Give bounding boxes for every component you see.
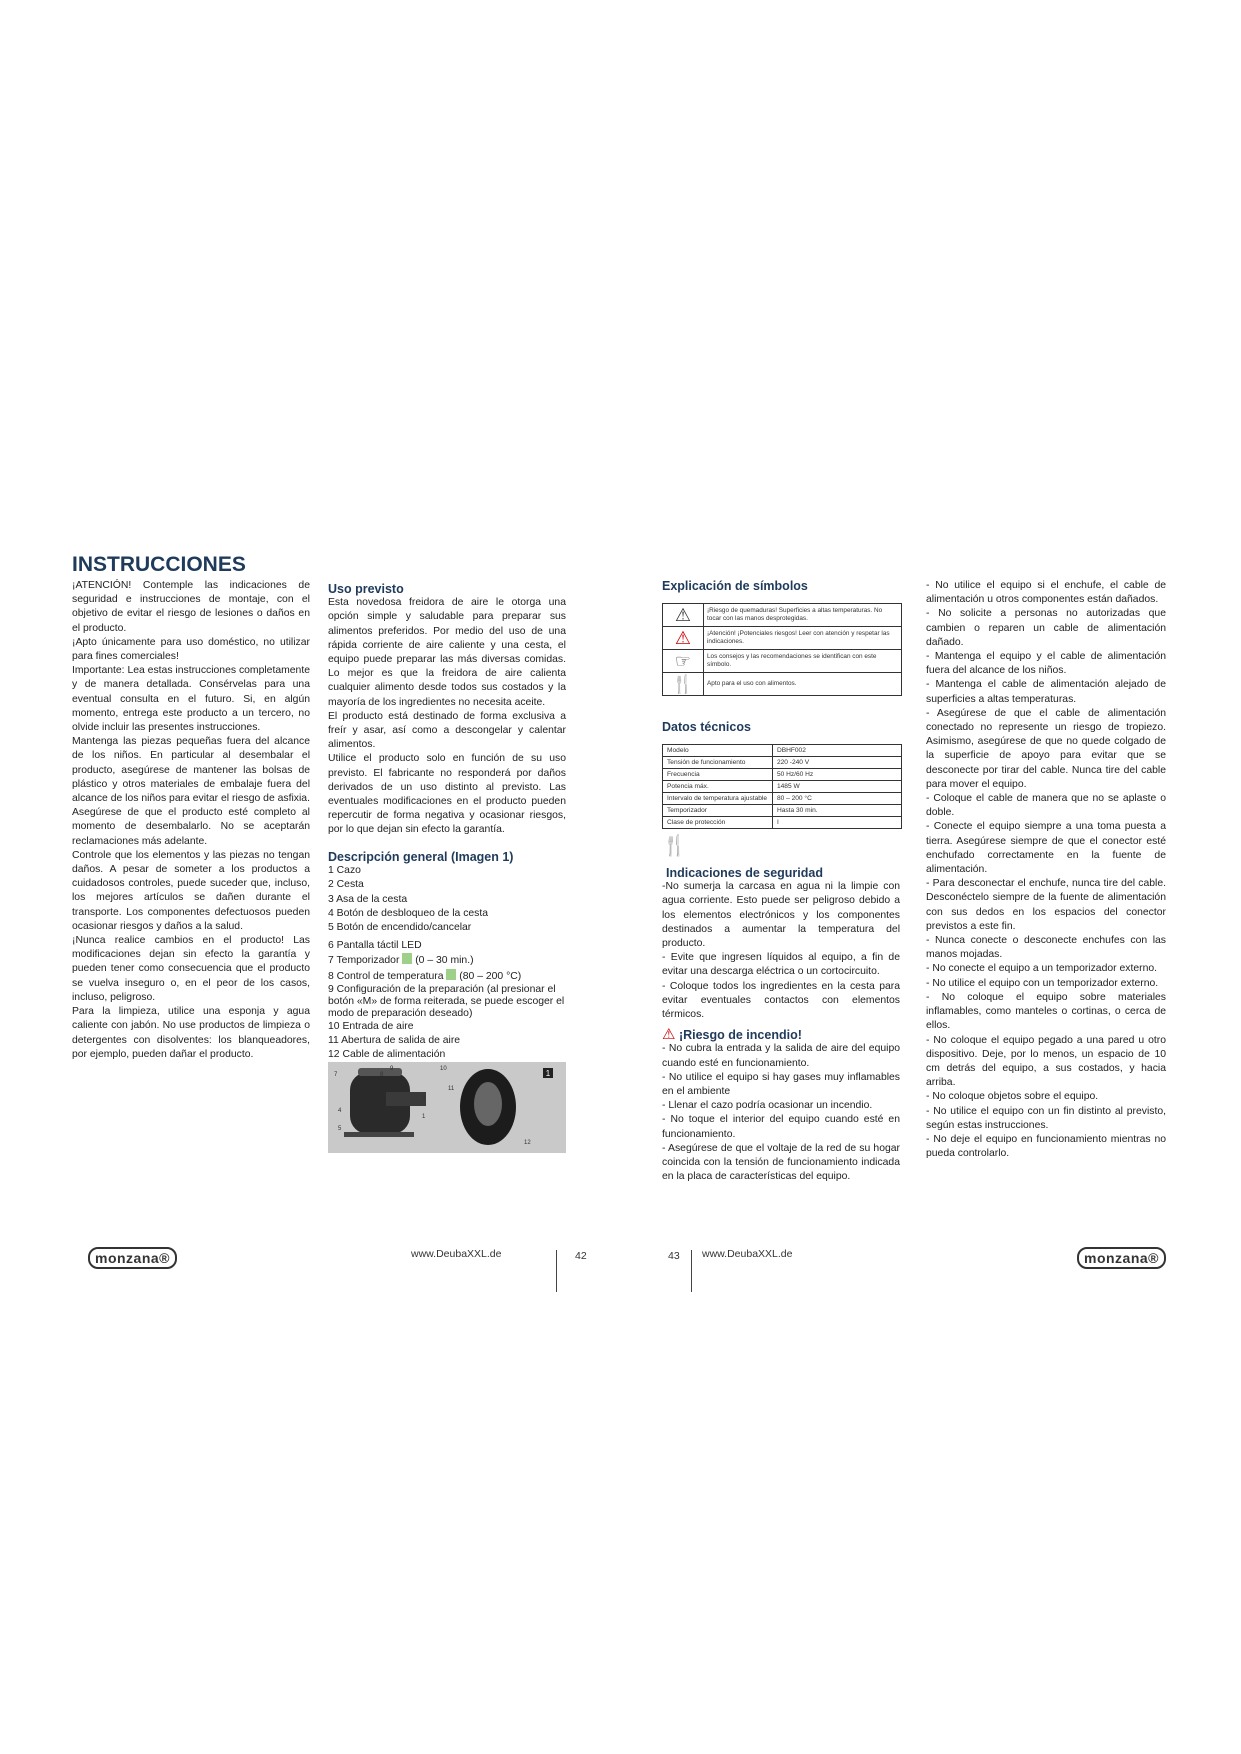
paragraph: - No cubra la entrada y la salida de aire del equipo cuando esté en funcionamiento. bbox=[662, 1043, 900, 1069]
paragraph: - Asegúrese de que el cable de alimentación conectado no represente un riesgo de tropiezo. Asimismo, asegúrese de que no quede colgado de la superficie de apoyo para evitar que se desconecte por tirar del cable. Nunca tire del cable para mover el equipo. bbox=[926, 707, 1166, 790]
list-item bbox=[328, 953, 566, 968]
paragraph: - No coloque objetos sobre el equipo. bbox=[926, 1091, 1099, 1103]
green-swatch-icon bbox=[446, 969, 456, 980]
paragraph: - No coloque el equipo pegado a una pared u otro dispositivo. Deje, por lo menos, un espacio de 10 cm detrás del equipo, a sus costados, y hacia arriba. bbox=[926, 1034, 1166, 1089]
list-item: 6 Pantalla táctil LED bbox=[328, 940, 422, 952]
list-item: 4 Botón de desbloqueo de la cesta bbox=[328, 907, 489, 919]
table-cell: 220 -240 V bbox=[772, 757, 901, 769]
symbols-table bbox=[662, 603, 902, 696]
section-heading: Uso previsto bbox=[328, 582, 404, 596]
table-cell: Frecuencia bbox=[663, 769, 773, 781]
list-item: 10 Entrada de aire bbox=[328, 1020, 414, 1032]
table-cell: Los consejos y las recomendaciones se identifican con este símbolo. bbox=[704, 650, 902, 673]
paragraph: - No coloque el equipo sobre materiales inflamables, como manteles o cortinas, o cerca de ellos. bbox=[926, 991, 1166, 1032]
fire-heading bbox=[662, 1028, 900, 1042]
paragraph: - No utilice el equipo si el enchufe, el cable de alimentación u otros componentes están dañados. bbox=[926, 580, 1166, 606]
paragraph: Esta novedosa freidora de aire le otorga una opción simple y saludable para preparar sus alimentos preferidos. Por medio del uso de una rápida corriente de aire caliente y una cesta, el equipo puede preparar las más diversas comidas. Lo mejor es que la freidora de aire calienta cualquier alimento desde todos sus costados y la mayoría de los ingredientes no necesita aceite. bbox=[328, 597, 566, 708]
paragraph: - Para desconectar el enchufe, nunca tire del cable. Desconéctelo siempre de la fuente de alimentación con sus dedos en los espacios del conector previstos a este fin. bbox=[926, 878, 1166, 932]
paragraph: - Coloque el cable de manera que no se aplaste o doble. bbox=[926, 793, 1166, 819]
list-item: 1 Cazo bbox=[328, 865, 361, 877]
table-cell: Hasta 30 min. bbox=[772, 805, 901, 817]
paragraph: Para la limpieza, utilice una esponja y agua caliente con jabón. No use productos de limpieza o detergentes con disolventes: los blanqueadores, por ejemplo, pueden dañar el producto. bbox=[72, 1006, 310, 1060]
list-item: 11 Abertura de salida de aire bbox=[328, 1035, 461, 1047]
table-cell: ¡Riesgo de quemaduras! Superficies a altas temperaturas. No tocar con las manos desprotegidas. bbox=[704, 604, 902, 627]
product-figure bbox=[328, 1062, 566, 1153]
item-range: (0 – 30 min.) bbox=[415, 955, 474, 967]
table-cell: 1485 W bbox=[772, 781, 901, 793]
warning-icon: ⚠ bbox=[663, 627, 704, 650]
table-row bbox=[663, 627, 902, 650]
paragraph: - Llenar el cazo podría ocasionar un incendio. bbox=[662, 1100, 873, 1112]
table-row bbox=[663, 745, 902, 757]
table-row bbox=[663, 817, 902, 829]
figure-label: 1 bbox=[422, 1114, 426, 1120]
table-row bbox=[663, 805, 902, 817]
section-heading: Explicación de símbolos bbox=[662, 579, 808, 593]
page-number: 43 bbox=[668, 1250, 680, 1262]
tech-section bbox=[662, 720, 902, 857]
table-cell: Clase de protección bbox=[663, 817, 773, 829]
figure-label: 7 bbox=[334, 1072, 338, 1078]
table-cell: Apto para el uso con alimentos. bbox=[704, 673, 902, 696]
table-cell: ¡Atención! ¡Potenciales riesgos! Leer con atención y respetar las indicaciones. bbox=[704, 627, 902, 650]
figure-label: 11 bbox=[448, 1086, 455, 1092]
page-number: 42 bbox=[575, 1250, 587, 1262]
intro-column bbox=[72, 579, 310, 1062]
table-cell: Potencia máx. bbox=[663, 781, 773, 793]
hot-surface-icon: ⚠ bbox=[663, 604, 704, 627]
item-range: (80 – 200 °C) bbox=[459, 970, 522, 982]
fire-title: ¡Riesgo de incendio! bbox=[678, 1028, 802, 1043]
paragraph: Importante: Lea estas instrucciones completamente y de manera detallada. Consérvelas para una eventual consulta en el futuro. Si, en algún momento, entrega este producto a un tercero, no olvide incluir las presentes instrucciones. bbox=[72, 665, 310, 734]
table-cell: DBHF002 bbox=[772, 745, 901, 757]
table-cell: Intervalo de temperatura ajustable bbox=[663, 793, 773, 805]
footer-url[interactable]: www.DeubaXXL.de bbox=[411, 1248, 502, 1260]
page-title: INSTRUCCIONES bbox=[72, 553, 246, 576]
figure-label: 5 bbox=[338, 1126, 342, 1132]
air-fryer-illustration bbox=[328, 1062, 566, 1153]
food-safe-icon: 🍴 bbox=[662, 835, 687, 858]
green-swatch-icon bbox=[402, 953, 412, 964]
table-row bbox=[663, 673, 902, 696]
list-item: 2 Cesta bbox=[328, 879, 364, 891]
table-row bbox=[663, 757, 902, 769]
table-cell: Temporizador bbox=[663, 805, 773, 817]
figure-label: 4 bbox=[338, 1108, 342, 1114]
table-row bbox=[663, 781, 902, 793]
right-safety-column bbox=[926, 579, 1166, 1161]
paragraph: - Mantenga el equipo y el cable de alimentación fuera del alcance de los niños. bbox=[926, 651, 1166, 677]
paragraph: - Mantenga el cable de alimentación alejado de superficies a altas temperaturas. bbox=[926, 679, 1166, 705]
footer-divider bbox=[556, 1250, 557, 1292]
figure-label: 10 bbox=[440, 1066, 447, 1072]
paragraph: - Conecte el equipo siempre a una toma puesta a tierra. Asegúrese siempre de que el conector esté enchufado correctamente en la fuente de alimentación. bbox=[926, 821, 1166, 876]
table-cell: 50 Hz/60 Hz bbox=[772, 769, 901, 781]
warning-icon: ⚠ bbox=[662, 1026, 676, 1044]
paragraph: - No conecte el equipo a un temporizador externo. bbox=[926, 963, 1158, 975]
paragraph: - No solicite a personas no autorizadas que cambien o reparen un cable de alimentación dañado. bbox=[926, 608, 1166, 648]
figure-label: 9 bbox=[390, 1066, 394, 1072]
pointing-hand-icon: ☞ bbox=[663, 650, 704, 673]
food-safe-icon: 🍴 bbox=[663, 673, 704, 696]
paragraph: - No utilice el equipo con un temporizador externo. bbox=[926, 977, 1159, 989]
monzana-logo: monzana® bbox=[1077, 1247, 1166, 1269]
paragraph: Mantenga las piezas pequeñas fuera del alcance de los niños. En particular al desembalar el producto, asegúrese de mantener las bolsas de plástico y otros materiales de embalaje fuera del alcance de los niños para evitar el riesgo de asfixia. bbox=[72, 736, 310, 805]
table-row bbox=[663, 769, 902, 781]
figure-label: 8 bbox=[380, 1072, 384, 1078]
item-label: 8 Control de temperatura bbox=[328, 970, 444, 982]
paragraph: Controle que los elementos y las piezas no tengan daños. A pesar de someter a los productos a cuidadosos controles, puede suceder que, incluso, los mejores artículos se dañen durante el transporte. Los componentes defectuosos pueden ocasionar riesgos y daños a la salud. bbox=[72, 849, 310, 932]
paragraph: - Coloque todos los ingredientes en la cesta para evitar eventuales contactos con elementos térmicos. bbox=[662, 980, 900, 1021]
footer-divider bbox=[691, 1250, 692, 1292]
table-cell: 80 – 200 °C bbox=[772, 793, 901, 805]
paragraph: - No utilice el equipo con un fin distinto al previsto, según estas instrucciones. bbox=[926, 1105, 1166, 1131]
paragraph: - Asegúrese de que el voltaje de la red de su hogar coincida con la tensión de funcionamiento indicada en la placa de características del equipo. bbox=[662, 1142, 900, 1183]
figure-label: 12 bbox=[524, 1140, 531, 1146]
paragraph: - Evite que ingresen líquidos al equipo, a fin de evitar una descarga eléctrica o un cortocircuito. bbox=[662, 952, 900, 978]
descripcion-section bbox=[328, 850, 566, 1062]
paragraph: - No deje el equipo en funcionamiento mientras no pueda controlarlo. bbox=[926, 1133, 1166, 1160]
paragraph: Utilice el producto solo en función de su uso previsto. El fabricante no responderá por daños derivados de un uso distinto al previsto. Las eventuales modificaciones en el producto pueden repercutir de forma negativa y ocasionar riesgos, por lo que dejan sin efecto la garantía. bbox=[328, 753, 566, 836]
uso-previsto-section bbox=[328, 582, 566, 838]
figure-badge: 1 bbox=[545, 1069, 551, 1078]
list-item: 9 Configuración de la preparación (al presionar el botón «M» de forma reiterada, se puede escoger el modo de preparación deseado) bbox=[328, 983, 565, 1019]
paragraph: - Nunca conecte o desconecte enchufes con las manos mojadas. bbox=[926, 935, 1166, 961]
table-cell: I bbox=[772, 817, 901, 829]
paragraph: ¡Apto únicamente para uso doméstico, no utilizar para fines comerciales! bbox=[72, 636, 310, 663]
paragraph: - No utilice el equipo si hay gases muy inflamables en el ambiente bbox=[662, 1071, 900, 1098]
section-heading: Datos técnicos bbox=[662, 720, 751, 734]
paragraph: Asegúrese de que el producto esté completo al momento de desembalarlo. No se aceptarán reclamaciones más adelante. bbox=[72, 807, 310, 847]
tech-table bbox=[662, 744, 902, 829]
item-label: 7 Temporizador bbox=[328, 955, 400, 967]
paragraph: ¡Nunca realice cambios en el producto! Las modificaciones dejan sin efecto la garantía y pueden tener como consecuencia que el producto se vuelva inseguro o, en el peor de los casos, incluso, peligroso. bbox=[72, 935, 310, 1003]
safety-section bbox=[662, 866, 900, 1184]
section-heading: Indicaciones de seguridad bbox=[666, 866, 823, 880]
footer-url[interactable]: www.DeubaXXL.de bbox=[702, 1248, 793, 1260]
paragraph: - No toque el interior del equipo cuando esté en funcionamiento. bbox=[662, 1114, 900, 1140]
symbols-section bbox=[662, 579, 902, 696]
list-item bbox=[328, 969, 566, 984]
table-row bbox=[663, 793, 902, 805]
paragraph: El producto está destinado de forma exclusiva a freír y asar, así como a descongelar y calentar alimentos. bbox=[328, 710, 566, 751]
paragraph: -No sumerja la carcasa en agua ni la limpie con agua corriente. Esto puede ser peligroso debido a los elementos electrónicos y los componentes destinados a aumentar la temperatura del producto. bbox=[662, 881, 900, 950]
table-row bbox=[663, 604, 902, 627]
table-cell: Tensión de funcionamiento bbox=[663, 757, 773, 769]
list-item: 5 Botón de encendido/cancelar bbox=[328, 922, 472, 934]
paragraph: ¡ATENCIÓN! Contemple las indicaciones de seguridad e instrucciones de montaje, con el objetivo de evitar el riesgo de lesiones o daños en el producto. bbox=[72, 580, 310, 634]
figure-label: 3 bbox=[422, 1096, 426, 1102]
table-row bbox=[663, 650, 902, 673]
list-item: 12 Cable de alimentación bbox=[328, 1049, 446, 1061]
list-item: 3 Asa de la cesta bbox=[328, 893, 408, 905]
monzana-logo: monzana® bbox=[88, 1247, 177, 1269]
table-cell: Modelo bbox=[663, 745, 773, 757]
section-heading: Descripción general (Imagen 1) bbox=[328, 850, 514, 864]
